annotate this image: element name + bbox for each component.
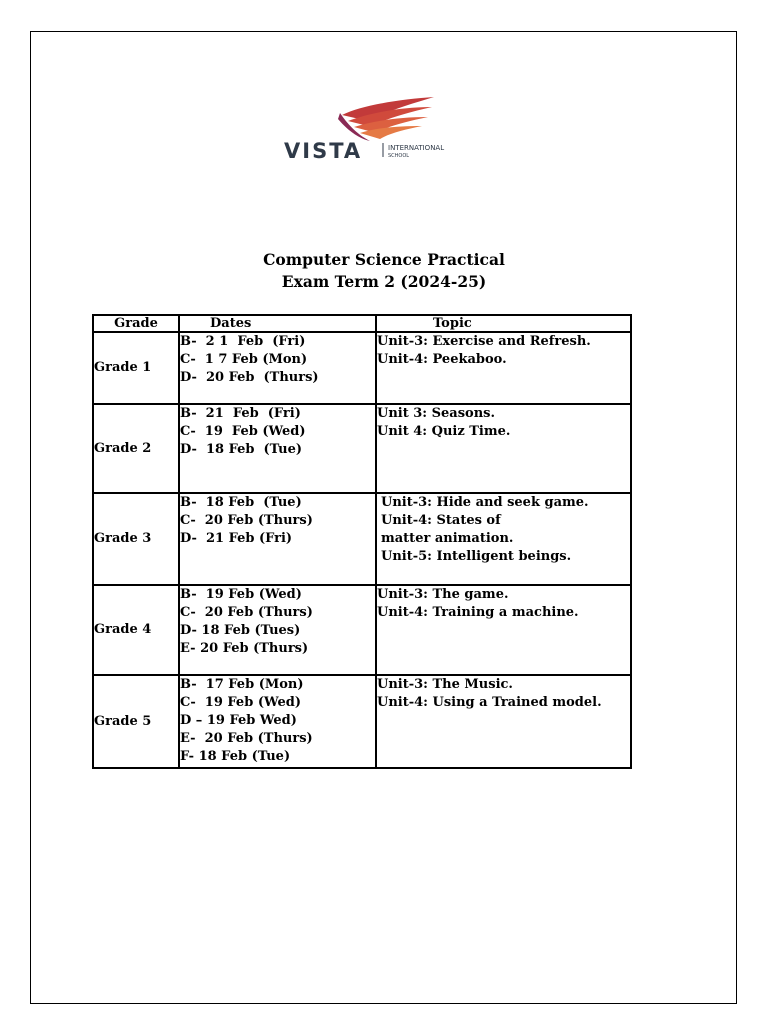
date-line: C- 19 Feb (Wed) <box>180 424 306 439</box>
exam-schedule-table <box>92 314 632 769</box>
logo-wordmark: VISTA <box>284 139 363 161</box>
table-row <box>93 404 631 493</box>
grade-cell: Grade 2 <box>93 404 179 493</box>
grade-cell: Grade 5 <box>93 675 179 768</box>
topic-line: Unit-3: The Music. <box>377 677 513 692</box>
dates-cell <box>179 332 376 404</box>
topic-cell <box>376 493 631 585</box>
header-dates: Dates <box>179 315 376 332</box>
date-line: D- 20 Feb (Thurs) <box>180 370 319 385</box>
topic-cell <box>376 675 631 768</box>
grade-cell: Grade 1 <box>93 332 179 404</box>
dates-cell <box>179 404 376 493</box>
header-grade: Grade <box>93 315 179 332</box>
logo-tagline-2: SCHOOL <box>388 153 410 159</box>
dates-cell <box>179 675 376 768</box>
topic-line: Unit-4: Training a machine. <box>377 605 579 620</box>
table-row <box>93 332 631 404</box>
title-line-2: Exam Term 2 (2024-25) <box>281 272 487 291</box>
topic-line: Unit-4: States of matter animation. <box>381 513 514 546</box>
topic-line: Unit 4: Quiz Time. <box>377 424 511 439</box>
table-row <box>93 675 631 768</box>
date-line: C- 20 Feb (Thurs) <box>180 605 313 620</box>
topic-line: Unit-4: Peekaboo. <box>377 352 507 367</box>
date-line: B- 2 1 Feb (Fri) <box>180 334 306 349</box>
date-line: D- 18 Feb (Tues) <box>180 623 301 638</box>
topic-cell <box>376 404 631 493</box>
dates-cell <box>179 493 376 585</box>
date-line: E- 20 Feb (Thurs) <box>180 731 313 746</box>
table-header-row <box>93 315 631 332</box>
topic-line: Unit-4: Using a Trained model. <box>377 695 602 710</box>
topic-line: Unit-3: The game. <box>377 587 509 602</box>
topic-cell <box>376 585 631 675</box>
date-line: B- 18 Feb (Tue) <box>180 495 302 510</box>
grade-cell: Grade 3 <box>93 493 179 585</box>
date-line: D – 19 Feb Wed) <box>180 713 297 728</box>
date-line: C- 20 Feb (Thurs) <box>180 513 313 528</box>
school-logo <box>282 95 488 161</box>
logo-tagline-1: INTERNATIONAL <box>388 144 445 152</box>
grade-cell: Grade 4 <box>93 585 179 675</box>
topic-line: Unit 3: Seasons. <box>377 406 495 421</box>
date-line: D- 21 Feb (Fri) <box>180 531 293 546</box>
table-row <box>93 585 631 675</box>
date-line: C- 19 Feb (Wed) <box>180 695 302 710</box>
date-line: B- 17 Feb (Mon) <box>180 677 304 692</box>
date-line: B- 19 Feb (Wed) <box>180 587 302 602</box>
document-title <box>0 249 768 293</box>
date-line: B- 21 Feb (Fri) <box>180 406 301 421</box>
vista-logo-graphic <box>282 95 488 161</box>
date-line: C- 1 7 Feb (Mon) <box>180 352 308 367</box>
topic-line: Unit-5: Intelligent beings. <box>381 549 572 564</box>
title-line-1: Computer Science Practical <box>263 250 505 269</box>
topic-cell <box>376 332 631 404</box>
topic-line: Unit-3: Hide and seek game. <box>381 495 589 510</box>
dates-cell <box>179 585 376 675</box>
header-topic: Topic <box>376 315 631 332</box>
table-row <box>93 493 631 585</box>
date-line: E- 20 Feb (Thurs) <box>180 641 309 656</box>
date-line: F- 18 Feb (Tue) <box>180 749 291 764</box>
topic-line: Unit-3: Exercise and Refresh. <box>377 334 591 349</box>
date-line: D- 18 Feb (Tue) <box>180 442 303 457</box>
